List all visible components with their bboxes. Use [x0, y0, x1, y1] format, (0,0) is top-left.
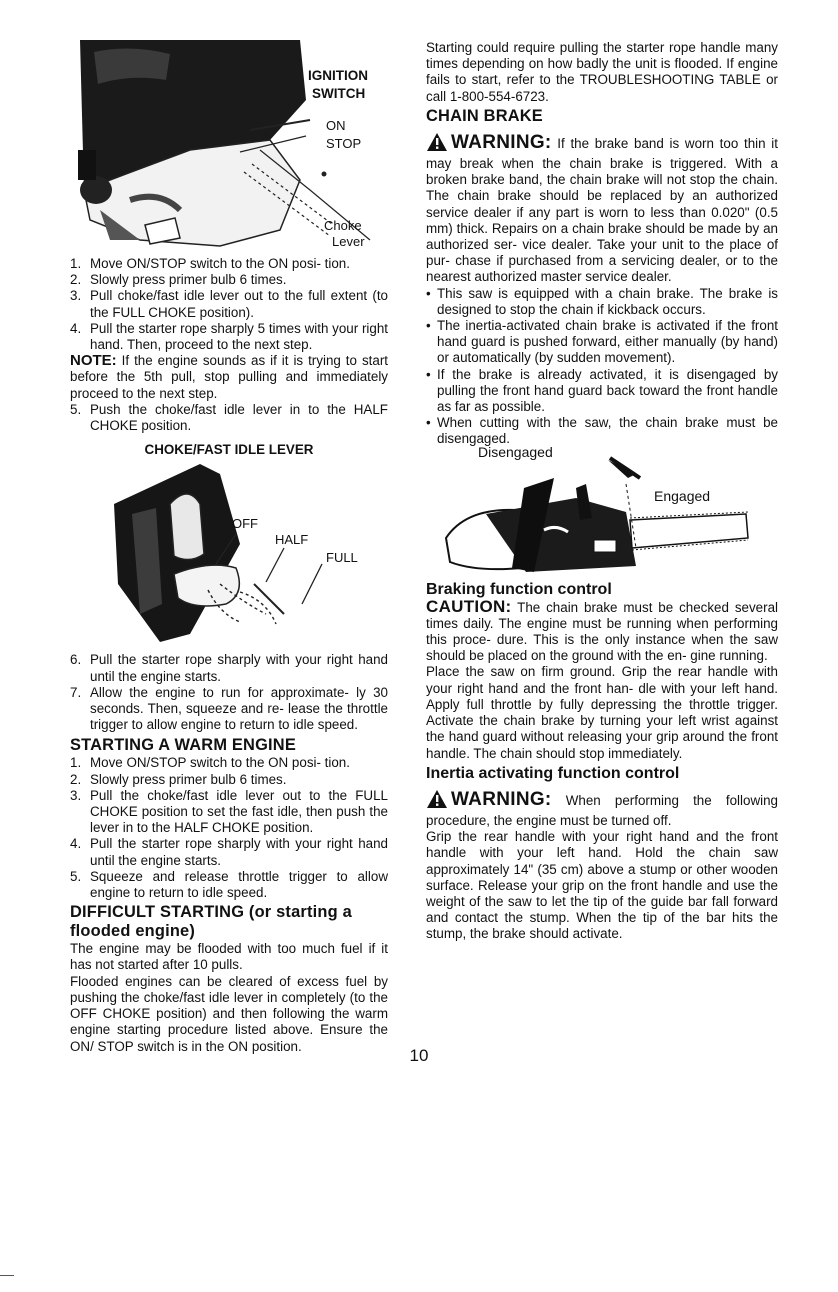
choke-lever-figure [70, 464, 388, 644]
caution-text: The chain brake must be checked several times daily. The engine must be running when performing this proce- dure. This is the only instance when the saw should be placed on the ground with the en- gine running. [426, 599, 779, 664]
cold-start-steps [70, 256, 388, 353]
warning-label: WARNING: [451, 131, 552, 153]
label-on: ON [326, 118, 346, 133]
list-item: 7. Allow the engine to run for approximate- ly 30 seconds. Then, squeeze and re- lease the throttle trigger to allow engine to return to idle speed. [70, 684, 388, 733]
list-item: • If the brake is already activated, it is disengaged by pulling the front hand guard back toward the front handle as far as possible. [426, 366, 778, 415]
list-item: 6. Pull the starter rope sharply with your right hand until the engine starts. [70, 652, 388, 684]
flooded-intro-paragraph: Starting could require pulling the starter rope handle many times depending on how badly the unit is flooded. If engine fails to start, refer to the TROUBLESHOOTING TABLE or call 1-800-554-6723. [426, 40, 778, 104]
page-edge-mark [0, 1275, 14, 1276]
cold-start-steps-continued [70, 652, 388, 733]
label-switch: SWITCH [312, 86, 366, 101]
warm-engine-steps [70, 755, 388, 901]
note-text: If the engine sounds as if it is trying to start before the 5th pull, stop pulling and immediately proceed to the next step. [70, 353, 388, 401]
warning-triangle-icon [426, 789, 448, 813]
chain-brake-illustration [426, 448, 778, 578]
warning-paragraph-2 [426, 789, 778, 829]
label-disengaged: Disengaged [478, 443, 553, 460]
caution-label: CAUTION: [426, 596, 512, 616]
left-column [70, 40, 388, 1055]
list-item: 1. Move ON/STOP switch to the ON posi- tion. [70, 256, 350, 271]
warning-text: When performing the following procedure, the engine must be turned off. [426, 792, 778, 828]
list-item: 3. Pull the choke/fast idle lever out to the FULL CHOKE position to set the fast idle, then push the lever in to the HALF CHOKE position. [70, 787, 388, 836]
list-item: 3. Pull choke/fast idle lever out to the full extent (to the FULL CHOKE position). [70, 288, 388, 320]
label-half: HALF [275, 532, 309, 548]
list-item: • This saw is equipped with a chain brake. The brake is designed to stop the chain if kickback occurs. [426, 285, 778, 317]
label-lever: Lever [332, 234, 365, 249]
difficult-paragraph-2: Flooded engines can be cleared of excess fuel by pushing the choke/fast idle lever in completely (to the OFF CHOKE position) and then following the warm engine starting procedure listed above. Ensure the ON/ STOP switch is in the ON position. [70, 973, 388, 1054]
list-item: 2. Slowly press primer bulb 6 times. [70, 272, 287, 288]
label-stop: STOP [326, 136, 362, 151]
label-off: OFF [232, 516, 258, 532]
warm-engine-heading: STARTING A WARM ENGINE [70, 736, 296, 755]
warning-text: If the brake band is worn too thin it may break when the chain brake is triggered. With a broken brake band, the chain brake will not stop the chain. The chain brake should be replaced by an authorized service dealer if any part is worn to less than 0.020" (0.5 mm) thick. Repairs on a chain brake should be made by an authorized ser- vice dealer. Take your unit to the place of pur- chase if purchased from a servicing dealer, or to the nearest authorized master service dealer. [426, 135, 778, 285]
ignition-switch-figure [70, 40, 388, 248]
list-item: 5. Squeeze and release throttle trigger to allow engine to return to idle speed. [70, 868, 388, 901]
difficult-starting-heading: DIFFICULT STARTING (or starting a flooded engine) [70, 903, 352, 941]
list-item: 1. Move ON/STOP switch to the ON posi- tion. [70, 755, 350, 771]
warning-paragraph-1 [426, 132, 778, 286]
warning-triangle-icon [426, 132, 448, 156]
list-item: 4. Pull the starter rope sharply with your right hand until the engine starts. [70, 836, 388, 868]
label-ignition: IGNITION [308, 68, 368, 83]
caution-paragraph [426, 596, 779, 665]
difficult-paragraph-1: The engine may be flooded with too much fuel if it has not started after 10 pulls. [70, 941, 388, 973]
warning-label: WARNING: [451, 788, 552, 810]
label-choke: Choke [324, 218, 362, 233]
step-5 [70, 402, 388, 434]
label-full: FULL [326, 550, 358, 566]
note-label: NOTE: [70, 352, 117, 370]
list-item: • When cutting with the saw, the chain brake must be disengaged. [426, 415, 778, 447]
choke-lever-figure-title: CHOKE/FAST IDLE LEVER [144, 442, 314, 458]
list-item: 2. Slowly press primer bulb 6 times. [70, 771, 287, 787]
inertia-paragraph: Grip the rear handle with your right hand and the front handle with your left hand. Hold the chain saw approximately 14" (35 cm) above a stump or other wooden surface. Release your grip on the front handle and use the weight of the saw to let the tip of the guide bar fall forward and contact the stump. When the tip of the bar hits the stump, the brake should activate. [426, 829, 778, 942]
chain-brake-bullets [426, 286, 778, 448]
note-paragraph [70, 353, 388, 402]
inertia-function-heading: Inertia activating function control [426, 764, 680, 782]
list-item: • The inertia-activated chain brake is activated if the front hand guard is pushed forward, either manually (by hand) or automatically (by sudden movement). [426, 318, 778, 366]
braking-paragraph-2: Place the saw on firm ground. Grip the rear handle with your right hand and the front han- dle with your left hand. Apply full throttle by fully depressing the throttle trigger. Activate the chain brake by turning your left wrist against the hand guard without releasing your grip around the front handle. The chain should stop immediately. [426, 664, 778, 761]
chain-brake-figure [426, 443, 778, 578]
list-item: 4. Pull the starter rope sharply 5 times with your right hand. Then, proceed to the next step. [70, 320, 388, 353]
list-item: 5. Push the choke/fast idle lever in to the HALF CHOKE position. [70, 401, 388, 434]
right-column [426, 40, 778, 943]
chain-brake-heading: CHAIN BRAKE [426, 106, 543, 125]
braking-function-heading: Braking function control [426, 580, 612, 598]
label-engaged: Engaged [654, 487, 711, 504]
page-number: 10 [409, 1046, 429, 1065]
